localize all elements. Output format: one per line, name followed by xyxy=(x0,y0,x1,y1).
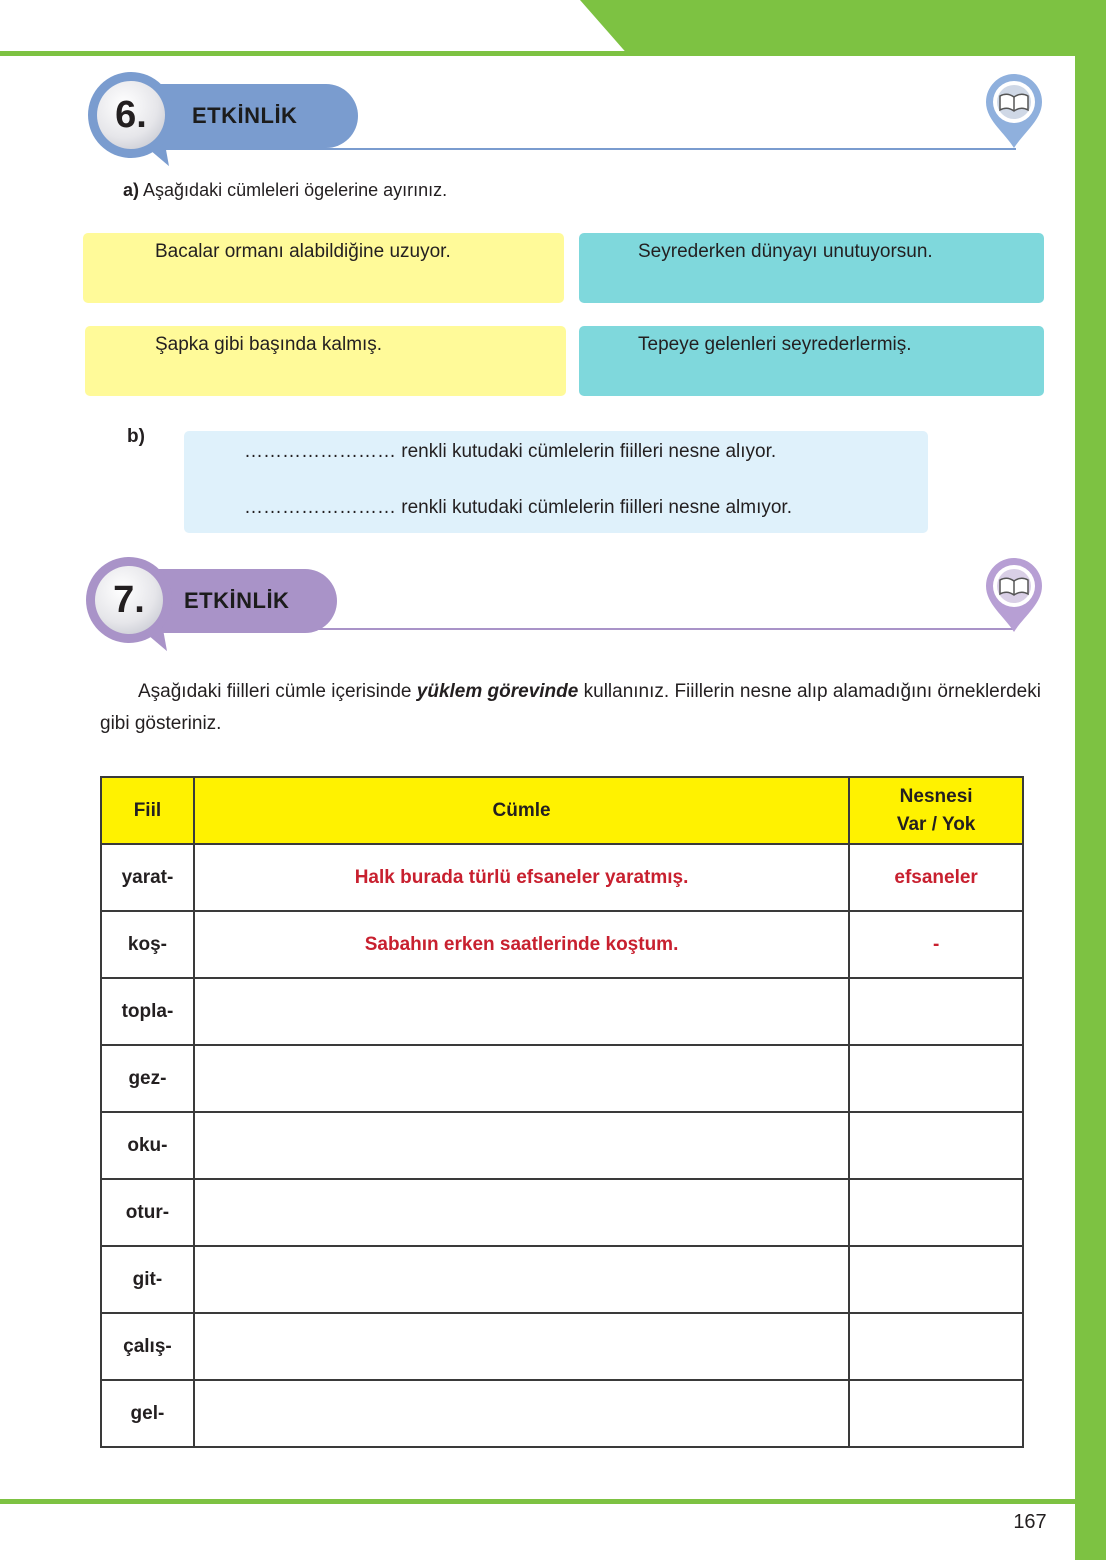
object-cell[interactable] xyxy=(849,1380,1023,1447)
verb-cell: git- xyxy=(101,1246,194,1313)
part-b-box xyxy=(184,431,928,533)
table-row xyxy=(101,1112,1023,1179)
sentence-cell: Halk burada türlü efsaneler yaratmış. xyxy=(194,844,849,911)
sentence-cell[interactable] xyxy=(194,1112,849,1179)
activity6-underline xyxy=(160,148,1016,150)
sentence-text: Seyrederken dünyayı unutuyorsun. xyxy=(638,241,933,262)
verb-cell: topla- xyxy=(101,978,194,1045)
object-cell: - xyxy=(849,911,1023,978)
table-row xyxy=(101,1246,1023,1313)
verb-cell: gez- xyxy=(101,1045,194,1112)
sentence-cell[interactable] xyxy=(194,1179,849,1246)
object-cell[interactable] xyxy=(849,1045,1023,1112)
verb-cell: otur- xyxy=(101,1179,194,1246)
sentence-cell[interactable] xyxy=(194,1246,849,1313)
sentence-box-teal-1 xyxy=(579,233,1044,303)
activity7-badge xyxy=(86,557,172,643)
activity7-number: 7. xyxy=(95,566,163,634)
object-cell: efsaneler xyxy=(849,844,1023,911)
open-book-icon xyxy=(982,72,1046,150)
verb-cell: gel- xyxy=(101,1380,194,1447)
sentence-cell: Sabahın erken saatlerinde koştum. xyxy=(194,911,849,978)
sentence-box-yellow-1 xyxy=(83,233,564,303)
header-object: Nesnesi Var / Yok xyxy=(849,777,1023,844)
table-row xyxy=(101,844,1023,911)
right-frame-bar xyxy=(1075,51,1106,1560)
activity7-instruction: Aşağıdaki fiilleri cümle içerisinde yüklem görevinde kullanınız. Fiillerin nesne alıp alamadığını örneklerdeki gibi gösteriniz. xyxy=(100,681,1041,734)
sentence-box-yellow-2 xyxy=(85,326,566,396)
sentence-text: Tepeye gelenleri seyrederlermiş. xyxy=(638,334,912,355)
bottom-frame-line xyxy=(0,1499,1106,1504)
table-row xyxy=(101,1179,1023,1246)
sentence-text: Şapka gibi başında kalmış. xyxy=(155,334,383,355)
verb-cell: yarat- xyxy=(101,844,194,911)
page-number: 167 xyxy=(1000,1510,1060,1534)
verb-cell: çalış- xyxy=(101,1313,194,1380)
table-row xyxy=(101,1313,1023,1380)
activity6-number: 6. xyxy=(97,81,165,149)
sentence-cell[interactable] xyxy=(194,1045,849,1112)
table-header-row xyxy=(101,777,1023,844)
object-cell[interactable] xyxy=(849,978,1023,1045)
header-sentence: Cümle xyxy=(194,777,849,844)
top-frame-line xyxy=(0,51,1080,56)
table-row xyxy=(101,978,1023,1045)
open-book-icon xyxy=(982,556,1046,634)
verb-cell: koş- xyxy=(101,911,194,978)
table-row xyxy=(101,1380,1023,1447)
object-cell[interactable] xyxy=(849,1112,1023,1179)
sentence-box-teal-2 xyxy=(579,326,1044,396)
header-green-tab xyxy=(580,0,1106,54)
emphasis-text: yüklem görevinde xyxy=(416,681,579,702)
fill-in-line-2[interactable]: …………………… renkli kutudaki cümlelerin fiilleri nesne almıyor. xyxy=(244,497,792,518)
sentence-cell[interactable] xyxy=(194,1313,849,1380)
verb-cell: oku- xyxy=(101,1112,194,1179)
activity6-title: ETKİNLİK xyxy=(192,103,298,128)
sentence-cell[interactable] xyxy=(194,978,849,1045)
sentence-text: Bacalar ormanı alabildiğine uzuyor. xyxy=(155,241,451,262)
part-a-label: a) xyxy=(123,180,140,200)
activity7-title: ETKİNLİK xyxy=(184,588,290,613)
object-cell[interactable] xyxy=(849,1179,1023,1246)
header-verb: Fiil xyxy=(101,777,194,844)
verb-table xyxy=(100,776,1024,1448)
fill-in-line-1[interactable]: …………………… renkli kutudaki cümlelerin fiilleri nesne alıyor. xyxy=(244,441,777,462)
part-b-label: b) xyxy=(127,426,145,447)
activity6-instruction: a) Aşağıdaki cümleleri ögelerine ayırınız. xyxy=(123,180,448,200)
table-row xyxy=(101,911,1023,978)
object-cell[interactable] xyxy=(849,1246,1023,1313)
sentence-cell[interactable] xyxy=(194,1380,849,1447)
activity6-badge xyxy=(88,72,174,158)
object-cell[interactable] xyxy=(849,1313,1023,1380)
table-row xyxy=(101,1045,1023,1112)
